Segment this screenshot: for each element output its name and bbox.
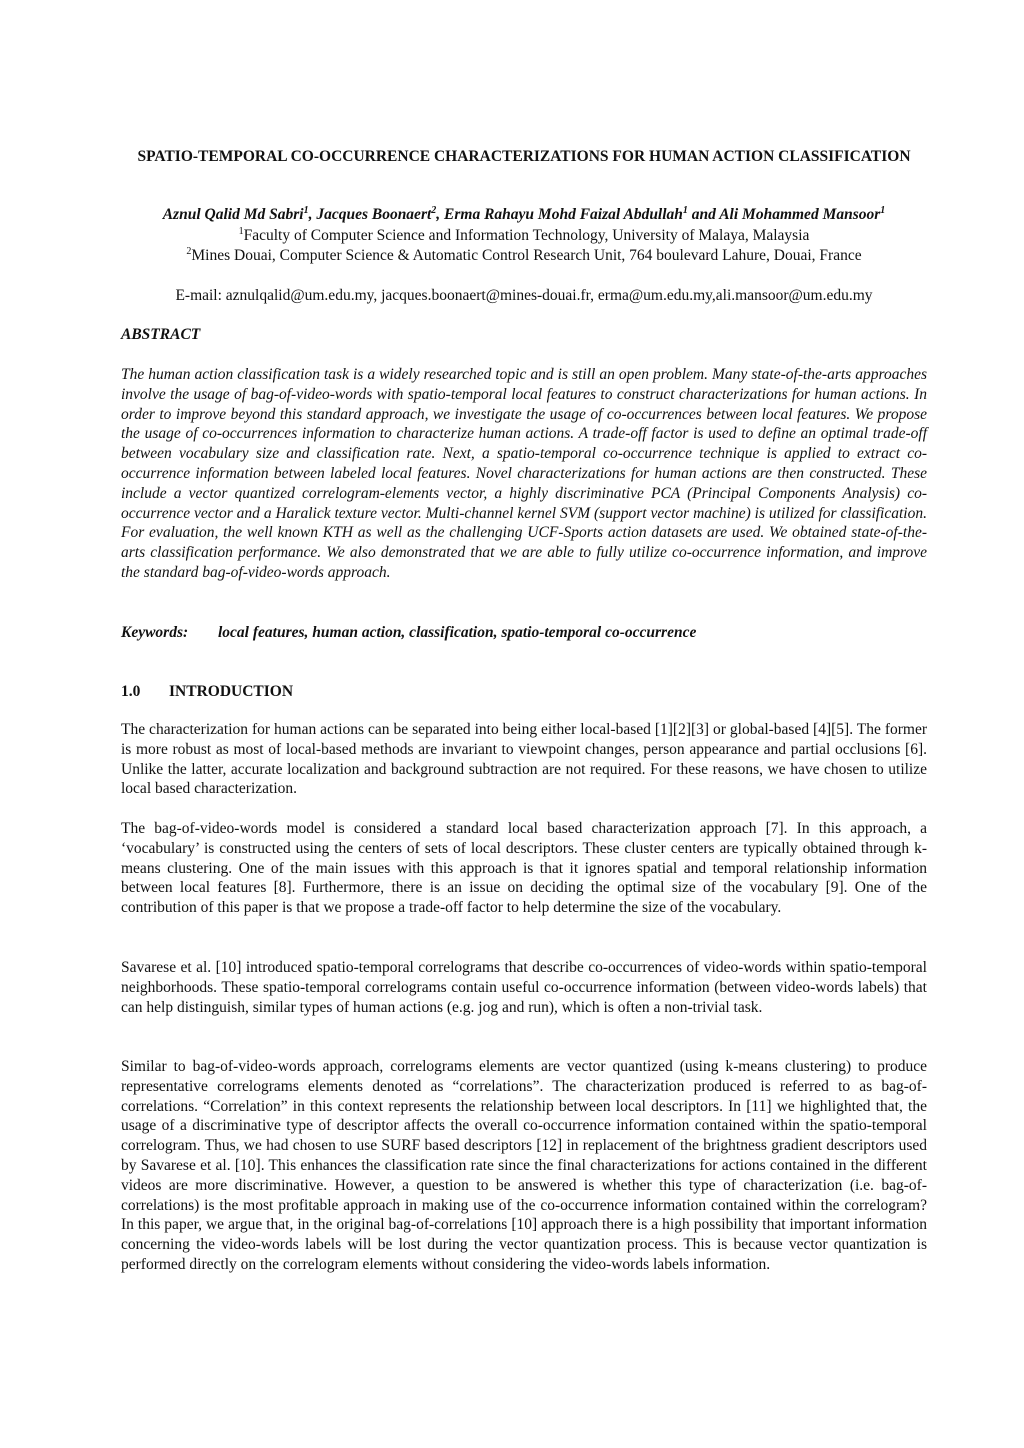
author-separator: , <box>308 206 317 223</box>
author-affiliation-marker: 1 <box>682 204 688 216</box>
affiliation-text: Faculty of Computer Science and Information Technology, University of Malaya, Malaysia <box>243 227 810 244</box>
body-paragraph: Similar to bag-of-video-words approach, correlograms elements are vector quantized (using k-means clustering) to produce representative correlograms elements denoted as “correlations”. The characterization produced is referred to as bag-of-correlations. “Correlation” in this context represents the relationship between local descriptors. In [11] we highlighted that, the usage of a discriminative type of descriptor affects the overall co-occurrence information contained within the spatio-temporal correlogram. Thus, we had chosen to use SURF based descriptors [12] in replacement of the brightness gradient descriptors used by Savarese et al. [10]. This enhances the classification rate since the final characterizations for actions contained in the different videos are more discriminative. However, a question to be answered is whether this type of characterization (i.e. bag-of-correlations) is the most profitable approach in making use of the co-occurrence information contained within the correlogram? In this paper, we argue that, in the original bag-of-correlations [10] approach there is a high possibility that important information concerning the video-words labels will be lost during the vector quantization process. This is because vector quantization is performed directly on the correlogram elements without considering the video-words labels information. <box>121 1058 927 1273</box>
contact-email: E-mail: aznulqalid@um.edu.my, jacques.boonaert@mines-douai.fr, erma@um.edu.my,ali.mansoor@um.edu.my <box>175 287 873 304</box>
affiliation-1 <box>121 226 927 246</box>
author-name: Aznul Qalid Md Sabri <box>162 206 304 223</box>
keywords-line <box>121 623 927 643</box>
author-list <box>121 204 927 226</box>
author-name: Ali Mohammed Mansoor <box>719 206 881 223</box>
author-separator: and <box>687 206 720 223</box>
author-name: Erma Rahayu Mohd Faizal Abdullah <box>444 206 683 223</box>
section-title: INTRODUCTION <box>169 683 294 700</box>
author-separator: , <box>436 206 445 223</box>
author-name: Jacques Boonaert <box>316 206 432 223</box>
paper-title: SPATIO-TEMPORAL CO-OCCURRENCE CHARACTERIZATIONS FOR HUMAN ACTION CLASSIFICATION <box>137 148 911 165</box>
keywords-text: local features, human action, classification, spatio-temporal co-occurrence <box>218 624 697 641</box>
author-affiliation-marker: 2 <box>431 204 437 216</box>
author-affiliation-marker: 1 <box>880 204 886 216</box>
section-heading <box>121 682 293 702</box>
author-affiliation-marker: 1 <box>303 204 309 216</box>
keywords-label: Keywords: <box>121 624 189 641</box>
abstract-text: The human action classification task is a widely researched topic and is still an open problem. Many state-of-the-arts approaches involve the usage of bag-of-video-words with spatio-temporal local features to construct characterizations for human actions. In order to improve beyond this standard approach, we investigate the usage of co-occurrences between local features. We propose the usage of co-occurrences information to characterize human actions. A trade-off factor is used to define an optimal trade-off between vocabulary size and classification rate. Next, a spatio-temporal co-occurrence technique is applied to extract co-occurrence information between labeled local features. Novel characterizations for human actions are then constructed. These include a vector quantized correlogram-elements vector, a highly discriminative PCA (Principal Components Analysis) co-occurrence vector and a Haralick texture vector. Multi-channel kernel SVM (support vector machine) is utilized for classification. For evaluation, the well known KTH as well as the challenging UCF-Sports action datasets are used. We obtained state-of-the-arts classification performance. We also demonstrated that we are able to fully utilize co-occurrence information, and improve the standard bag-of-video-words approach. <box>121 366 927 581</box>
body-paragraph: The bag-of-video-words model is considered a standard local based characterization approach [7]. In this approach, a ‘vocabulary’ is constructed using the centers of sets of local descriptors. These cluster centers are typically obtained through k-means clustering. One of the main issues with this approach is that it ignores spatial and temporal relationship information between local features [8]. Furthermore, there is an issue on deciding the optimal size of the vocabulary [9]. One of the contribution of this paper is that we propose a trade-off factor to help determine the size of the vocabulary. <box>121 820 927 917</box>
body-paragraph: The characterization for human actions can be separated into being either local-based [1][2][3] or global-based [4][5]. The former is more robust as most of local-based methods are invariant to viewpoint changes, person appearance and partial occlusions [6]. Unlike the latter, accurate localization and background subtraction are not required. For these reasons, we have chosen to utilize local based characterization. <box>121 721 927 798</box>
affiliation-2 <box>121 246 927 266</box>
affiliation-text: Mines Douai, Computer Science & Automatic Control Research Unit, 764 boulevard Lahure, Douai, France <box>191 247 862 264</box>
affiliation-marker: 1 <box>238 225 244 237</box>
affiliation-marker: 2 <box>186 245 192 257</box>
body-paragraph: Savarese et al. [10] introduced spatio-temporal correlograms that describe co-occurrences of video-words within spatio-temporal neighborhoods. These spatio-temporal correlograms contain useful co-occurrence information (between video-words labels) that can help distinguish, similar types of human actions (e.g. jog and run), which is often a non-trivial task. <box>121 959 927 1016</box>
section-number: 1.0 <box>121 683 141 700</box>
abstract-heading: ABSTRACT <box>121 326 201 343</box>
